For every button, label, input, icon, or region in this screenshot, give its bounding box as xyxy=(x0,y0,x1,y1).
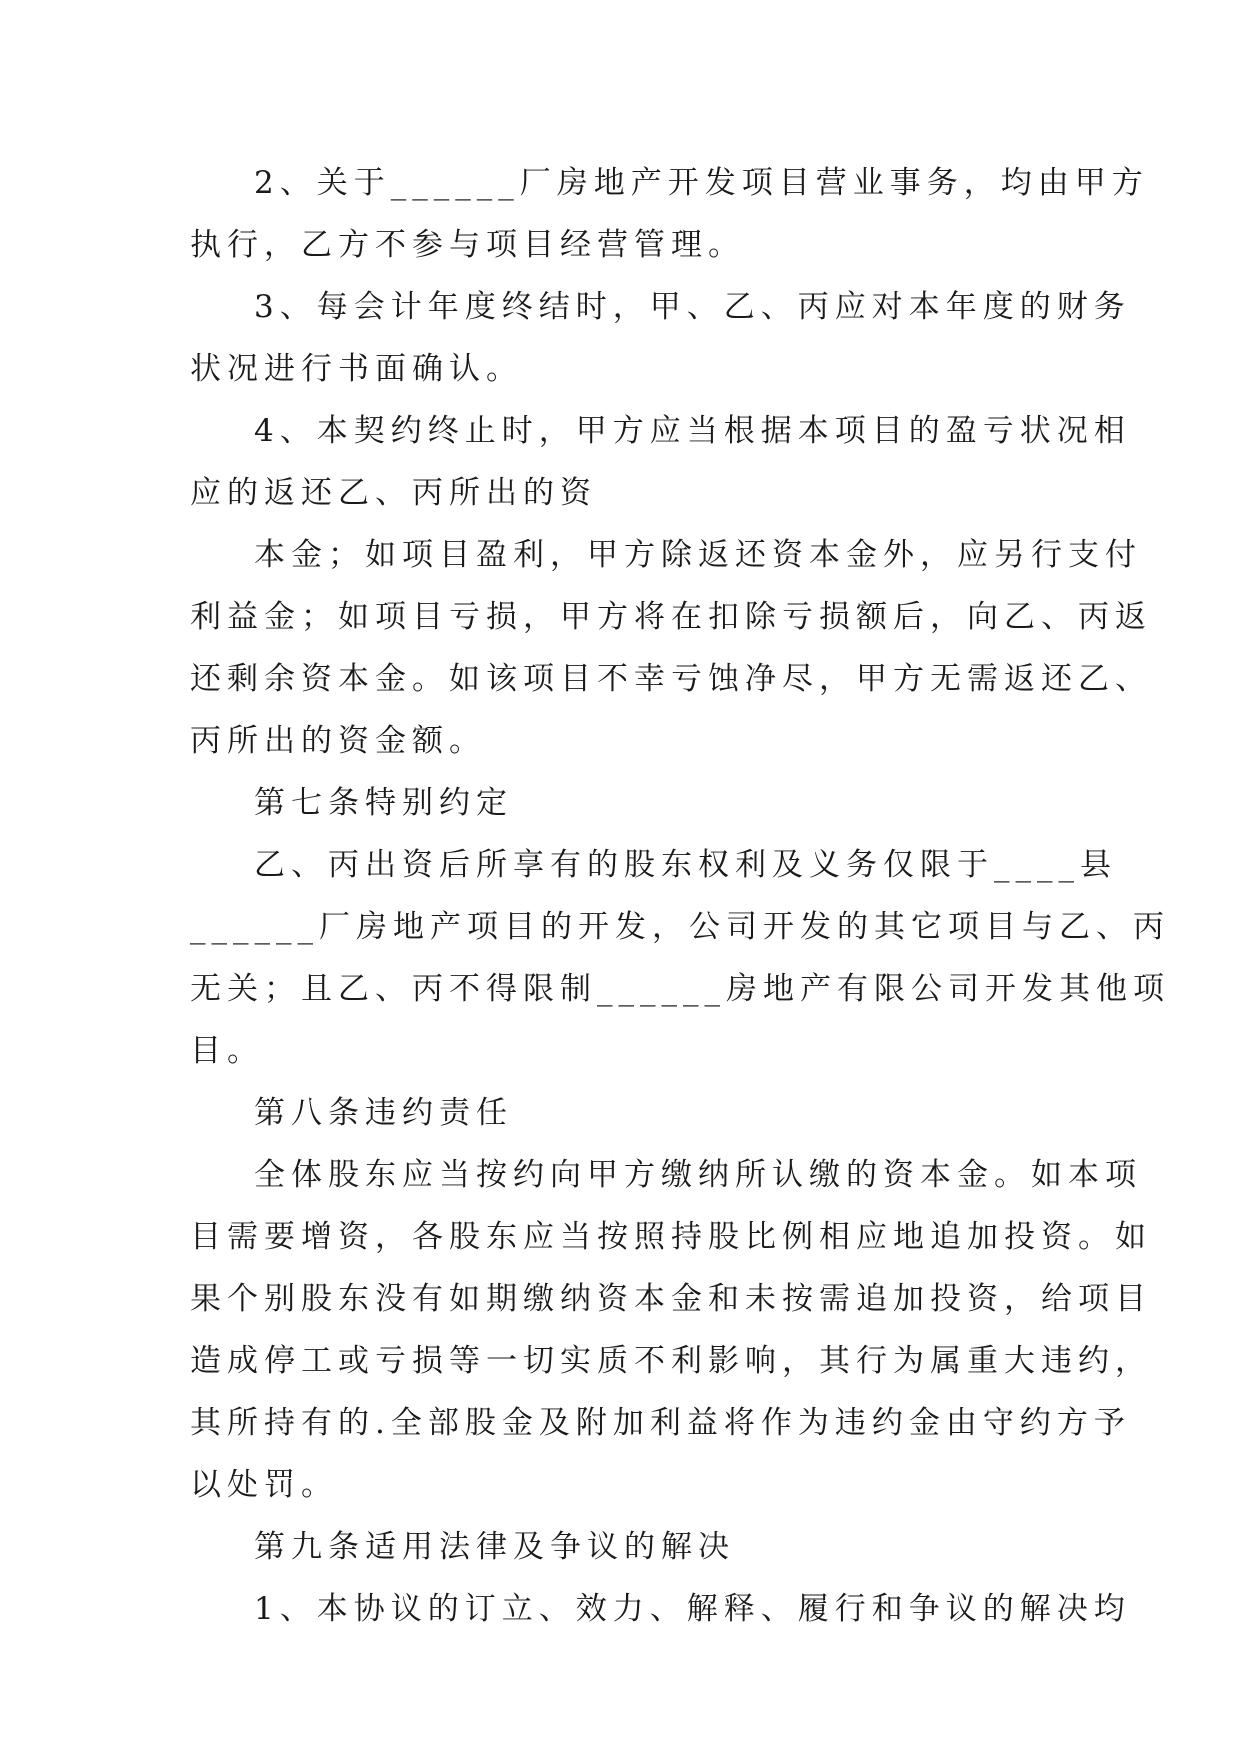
text-line: 乙、丙出资后所享有的股东权利及义务仅限于____县 xyxy=(254,847,1117,883)
section-heading: 第九条适用法律及争议的解决 xyxy=(254,1529,735,1565)
text-line: 状况进行书面确认。 xyxy=(190,351,523,387)
text-line: 果个别股东没有如期缴纳资本金和未按需追加投资，给项目 xyxy=(190,1281,1152,1317)
text-line: 1、本协议的订立、效力、解释、履行和争议的解决均 xyxy=(254,1591,1131,1627)
text-line: 还剩余资本金。如该项目不幸亏蚀净尽，甲方无需返还乙、 xyxy=(190,661,1152,697)
text-line: 3、每会计年度终结时，甲、乙、丙应对本年度的财务 xyxy=(254,289,1131,325)
text-line: 造成停工或亏损等一切实质不利影响，其行为属重大违约， xyxy=(190,1343,1152,1379)
text-line: 2、关于______厂房地产开发项目营业事务，均由甲方 xyxy=(254,165,1149,201)
section-heading: 第七条特别约定 xyxy=(254,785,513,821)
section-heading: 第八条违约责任 xyxy=(254,1095,513,1131)
text-line: 执行，乙方不参与项目经营管理。 xyxy=(190,227,745,263)
text-line: 应的返还乙、丙所出的资 xyxy=(190,475,597,511)
text-line: 利益金；如项目亏损，甲方将在扣除亏损额后，向乙、丙返 xyxy=(190,599,1152,635)
text-line: 无关；且乙、丙不得限制______房地产有限公司开发其他项 xyxy=(190,971,1170,1007)
text-line: 目。 xyxy=(190,1033,264,1069)
text-line: ______厂房地产项目的开发，公司开发的其它项目与乙、丙 xyxy=(190,909,1170,945)
text-line: 4、本契约终止时，甲方应当根据本项目的盈亏状况相 xyxy=(254,413,1131,449)
document-page xyxy=(190,152,1170,1640)
text-line: 本金；如项目盈利，甲方除返还资本金外，应另行支付 xyxy=(254,537,1142,573)
text-line: 其所持有的.全部股金及附加利益将作为违约金由守约方予 xyxy=(190,1405,1131,1441)
text-line: 丙所出的资金额。 xyxy=(190,723,486,759)
text-line: 以处罚。 xyxy=(190,1467,338,1503)
text-line: 目需要增资，各股东应当按照持股比例相应地追加投资。如 xyxy=(190,1219,1152,1255)
text-line: 全体股东应当按约向甲方缴纳所认缴的资本金。如本项 xyxy=(254,1157,1142,1193)
